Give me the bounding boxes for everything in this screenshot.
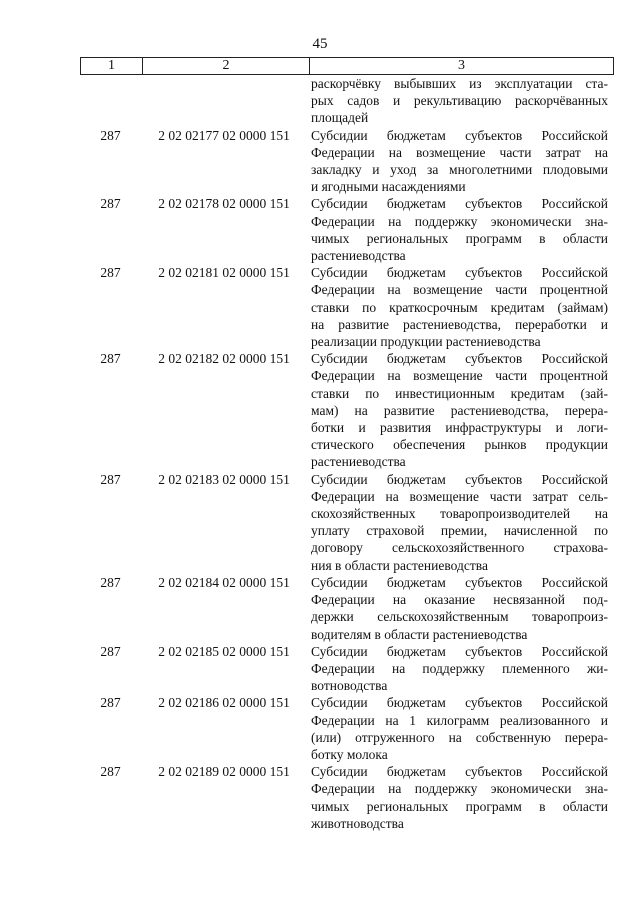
table-row bbox=[80, 694, 610, 763]
description-line: чимых региональных программ в области bbox=[311, 798, 608, 814]
admin-code-cell: 287 bbox=[100, 471, 121, 487]
table-row bbox=[80, 264, 610, 350]
revenue-code-cell: 2 02 02178 02 0000 151 bbox=[158, 196, 290, 212]
description-line: ния в области растениеводства bbox=[311, 557, 488, 573]
description-cell bbox=[307, 195, 608, 264]
description-line: Субсидии бюджетам субъектов Российской bbox=[311, 574, 608, 590]
table-row bbox=[80, 350, 610, 470]
description-line: Федерации на поддержку экономически зна- bbox=[311, 781, 608, 797]
description-line: Федерации на оказание несвязанной под- bbox=[311, 592, 608, 608]
admin-code-cell: 287 bbox=[100, 643, 121, 659]
description-line: рых садов и рекультивацию раскорчёванных bbox=[311, 93, 608, 109]
description-line: Федерации на поддержку экономически зна- bbox=[311, 213, 608, 229]
description-line: животноводства bbox=[311, 815, 404, 831]
column-header-1: 1 bbox=[81, 58, 143, 75]
column-header-2: 2 bbox=[143, 58, 310, 75]
description-line: Федерации на возмещение части процентной bbox=[311, 368, 608, 384]
revenue-code-cell: 2 02 02185 02 0000 151 bbox=[158, 643, 290, 659]
description-line: (или) отгруженного на собственную перера- bbox=[311, 729, 608, 745]
revenue-code-cell: 2 02 02189 02 0000 151 bbox=[158, 764, 290, 780]
description-line: Федерации на 1 килограмм реализованного и bbox=[311, 712, 608, 728]
description-cell bbox=[307, 643, 608, 695]
description-line: Субсидии бюджетам субъектов Российской bbox=[311, 695, 608, 711]
description-line: Субсидии бюджетам субъектов Российской bbox=[311, 351, 608, 367]
column-header-3: 3 bbox=[310, 58, 614, 75]
description-line: ботку молока bbox=[311, 746, 388, 762]
table-body bbox=[80, 75, 610, 832]
description-line: раскорчёвку выбывших из эксплуатации ста- bbox=[311, 76, 608, 91]
revenue-code-cell: 2 02 02183 02 0000 151 bbox=[158, 471, 290, 487]
table-row bbox=[80, 574, 610, 643]
description-line: Субсидии бюджетам субъектов Российской bbox=[311, 196, 608, 212]
description-line: вотноводства bbox=[311, 678, 388, 694]
revenue-code-cell: 2 02 02184 02 0000 151 bbox=[158, 574, 290, 590]
description-line: Федерации на возмещение части затрат сель- bbox=[311, 488, 608, 504]
description-line: ставки по инвестиционным кредитам (зай- bbox=[311, 385, 608, 401]
page-number: 45 bbox=[312, 36, 328, 52]
table-row bbox=[80, 127, 610, 196]
column-header-row bbox=[81, 58, 614, 75]
description-line: Субсидии бюджетам субъектов Российской bbox=[311, 265, 608, 281]
continuation-row bbox=[80, 75, 610, 127]
description-cell bbox=[307, 694, 608, 763]
admin-code-cell: 287 bbox=[100, 127, 121, 143]
description-line: держки сельскохозяйственным товаропроиз- bbox=[311, 609, 608, 625]
revenue-code-cell: 2 02 02182 02 0000 151 bbox=[158, 351, 290, 367]
description-line: уплату страховой премии, начисленной по bbox=[311, 523, 608, 539]
description-line: Субсидии бюджетам субъектов Российской bbox=[311, 127, 608, 143]
description-line: реализации продукции растениеводства bbox=[311, 334, 541, 350]
admin-code-cell: 287 bbox=[100, 695, 121, 711]
revenue-code-cell: 2 02 02177 02 0000 151 bbox=[158, 127, 290, 143]
description-cell bbox=[307, 75, 608, 127]
description-cell bbox=[307, 763, 608, 832]
description-line: Субсидии бюджетам субъектов Российской bbox=[311, 471, 608, 487]
description-cell bbox=[307, 127, 608, 196]
description-line: Субсидии бюджетам субъектов Российской bbox=[311, 643, 608, 659]
description-line: растениеводства bbox=[311, 454, 406, 470]
revenue-code-cell: 2 02 02181 02 0000 151 bbox=[158, 265, 290, 281]
description-line: Федерации на возмещение части процентной bbox=[311, 282, 608, 298]
description-line: ставки по краткосрочным кредитам (займам) bbox=[311, 299, 608, 315]
admin-code-cell: 287 bbox=[100, 265, 121, 281]
description-line: площадей bbox=[311, 110, 369, 126]
description-line: мам) на развитие растениеводства, перера- bbox=[311, 402, 608, 418]
admin-code-cell: 287 bbox=[100, 574, 121, 590]
revenue-code-cell: 2 02 02186 02 0000 151 bbox=[158, 695, 290, 711]
description-line: закладку и уход за многолетними плодовыми bbox=[311, 162, 608, 178]
column-header-table bbox=[80, 57, 614, 75]
admin-code-cell: 287 bbox=[100, 196, 121, 212]
description-cell bbox=[307, 574, 608, 643]
table-row bbox=[80, 471, 610, 574]
description-line: стического обеспечения рынков продукции bbox=[311, 437, 608, 453]
description-line: чимых региональных программ в области bbox=[311, 230, 608, 246]
table-row bbox=[80, 643, 610, 695]
description-line: растениеводства bbox=[311, 248, 406, 264]
table-row bbox=[80, 763, 610, 832]
description-line: договору сельскохозяйственного страхова- bbox=[311, 540, 608, 556]
description-line: водителям в области растениеводства bbox=[311, 626, 528, 642]
admin-code-cell: 287 bbox=[100, 764, 121, 780]
description-line: и ягодными насаждениями bbox=[311, 179, 466, 195]
description-cell bbox=[307, 350, 608, 470]
description-line: ботки и развития инфраструктуры и логи- bbox=[311, 420, 608, 436]
description-cell bbox=[307, 471, 608, 574]
description-line: Субсидии бюджетам субъектов Российской bbox=[311, 764, 608, 780]
description-line: скохозяйственных товаропроизводителей на bbox=[311, 506, 608, 522]
description-line: Федерации на поддержку племенного жи- bbox=[311, 660, 608, 676]
admin-code-cell: 287 bbox=[100, 351, 121, 367]
description-line: Федерации на возмещение части затрат на bbox=[311, 144, 608, 160]
description-cell bbox=[307, 264, 608, 350]
description-line: на развитие растениеводства, переработки и bbox=[311, 316, 608, 332]
table-row bbox=[80, 195, 610, 264]
